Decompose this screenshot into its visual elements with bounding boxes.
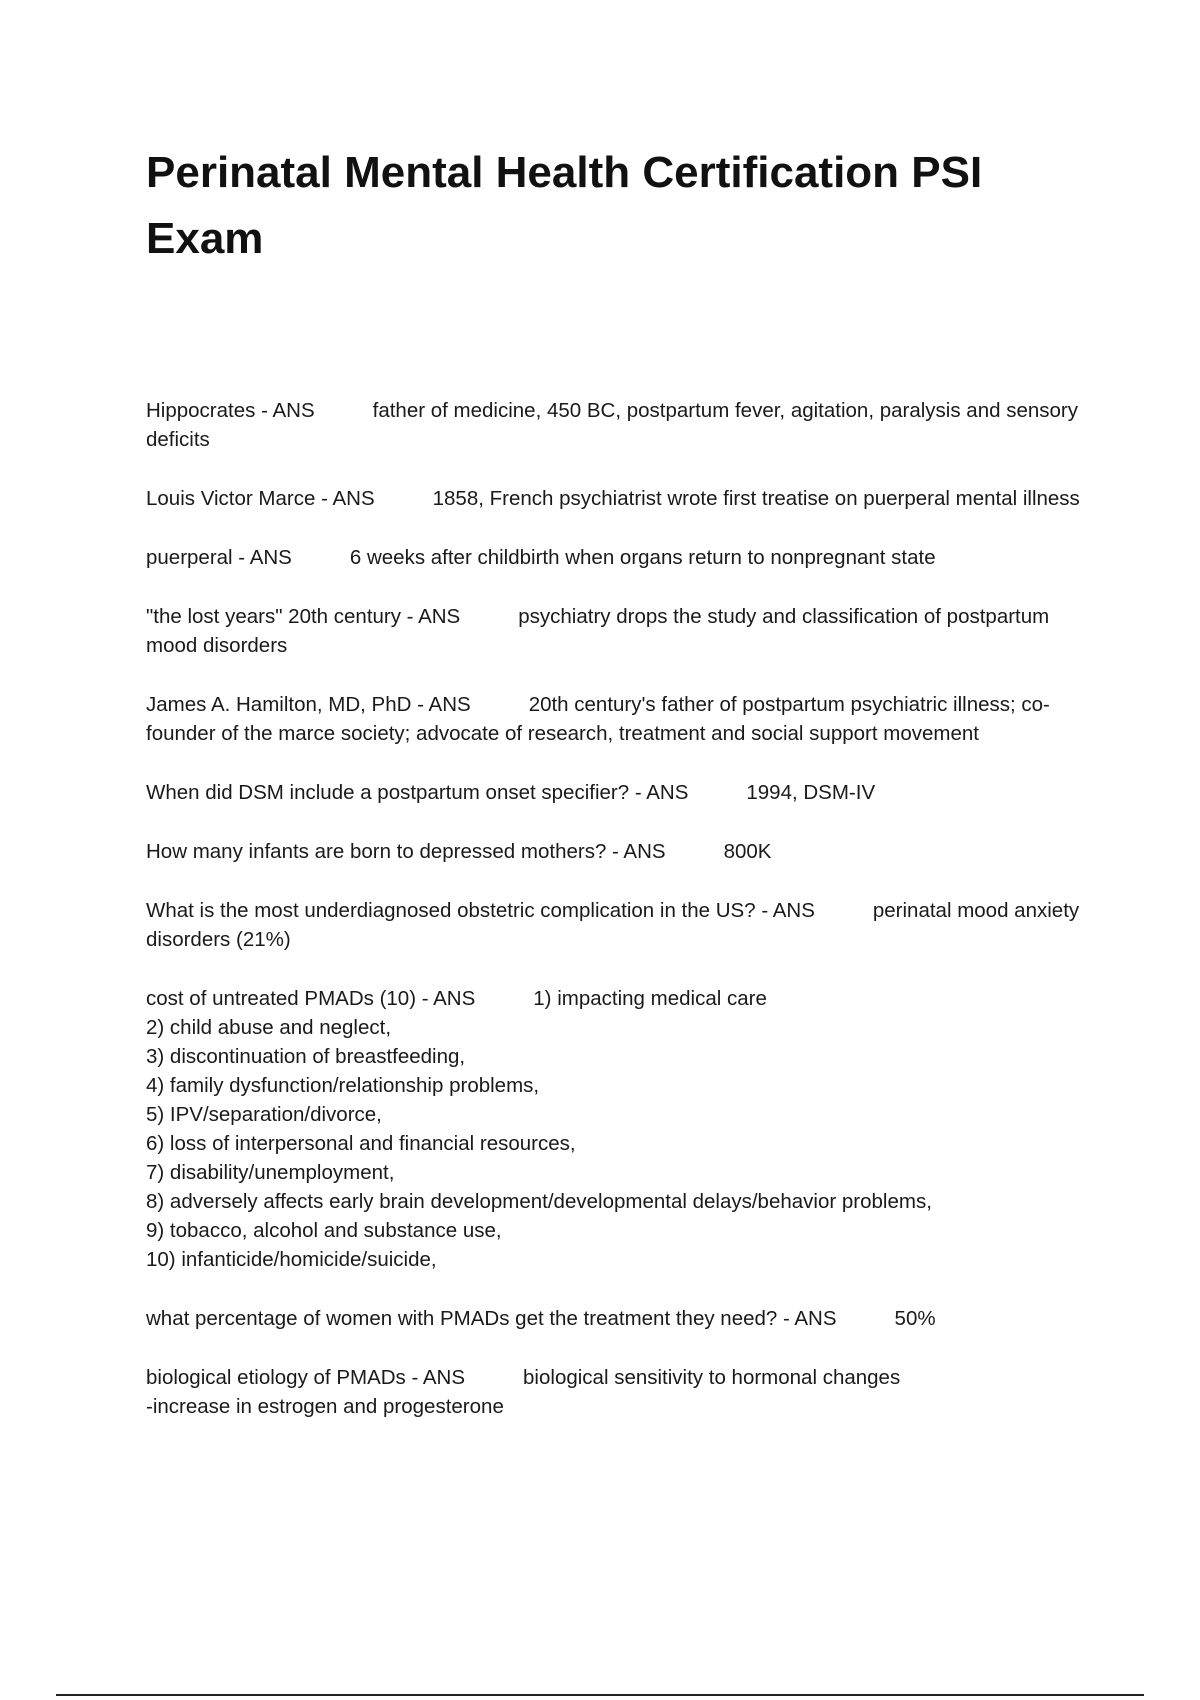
- question: what percentage of women with PMADs get the treatment they need? - ANS: [146, 1307, 837, 1330]
- question: puerperal - ANS: [146, 546, 292, 569]
- answer: psychiatry drops the study and classification of postpartum mood disorders: [146, 605, 1050, 657]
- question: How many infants are born to depressed mothers? - ANS: [146, 840, 666, 863]
- answer: 50%: [894, 1307, 936, 1330]
- qa-entry: [146, 896, 1096, 954]
- question: Louis Victor Marce - ANS: [146, 487, 375, 510]
- answer: father of medicine, 450 BC, postpartum fever, agitation, paralysis and sensory deficits: [146, 399, 1078, 451]
- page-divider: [56, 1694, 1144, 1696]
- answer: 6 weeks after childbirth when organs return to nonpregnant state: [349, 546, 936, 569]
- qa-entry: [146, 602, 1096, 660]
- qa-entry: [146, 1363, 1096, 1421]
- page-title: Perinatal Mental Health Certification PSI Exam: [146, 148, 983, 263]
- answer-line: 7) disability/unemployment,: [146, 1161, 395, 1184]
- answer: biological sensitivity to hormonal changes: [523, 1366, 901, 1389]
- answer: 1994, DSM-IV: [746, 781, 876, 804]
- answer-line: 8) adversely affects early brain development/developmental delays/behavior problems,: [146, 1190, 932, 1213]
- qa-entry: [146, 1304, 1096, 1333]
- question: What is the most underdiagnosed obstetric complication in the US? - ANS: [146, 899, 815, 922]
- question: biological etiology of PMADs - ANS: [146, 1366, 466, 1389]
- answer-line: 10) infanticide/homicide/suicide,: [146, 1248, 437, 1271]
- answer: 800K: [723, 840, 772, 863]
- answer-line: 5) IPV/separation/divorce,: [146, 1103, 382, 1126]
- qa-entry: [146, 778, 1096, 807]
- answer-line: -increase in estrogen and progesterone: [146, 1395, 504, 1418]
- answer: 1858, French psychiatrist wrote first treatise on puerperal mental illness: [432, 487, 1080, 510]
- answer-line: 2) child abuse and neglect,: [146, 1016, 392, 1039]
- question: "the lost years" 20th century - ANS: [146, 605, 461, 628]
- qa-entry: [146, 837, 1096, 866]
- question: When did DSM include a postpartum onset specifier? - ANS: [146, 781, 689, 804]
- qa-entry: [146, 543, 1096, 572]
- qa-entry: [146, 396, 1096, 454]
- question: Hippocrates - ANS: [146, 399, 315, 422]
- qa-entry: [146, 484, 1096, 513]
- answer-line: 9) tobacco, alcohol and substance use,: [146, 1219, 502, 1242]
- qa-entry: [146, 984, 1096, 1274]
- answer-line: 3) discontinuation of breastfeeding,: [146, 1045, 466, 1068]
- answer: 1) impacting medical care: [533, 987, 767, 1010]
- answer: perinatal mood anxiety disorders (21%): [146, 899, 1080, 951]
- answer: 20th century's father of postpartum psychiatric illness; co-founder of the marce society; advocate of research, treatment and social support movement: [146, 693, 1050, 745]
- qa-entry: [146, 690, 1096, 748]
- question: James A. Hamilton, MD, PhD - ANS: [146, 693, 471, 716]
- answer-line: 6) loss of interpersonal and financial resources,: [146, 1132, 576, 1155]
- answer-line: 4) family dysfunction/relationship problems,: [146, 1074, 540, 1097]
- flashcard-list: [146, 396, 1096, 1451]
- question: cost of untreated PMADs (10) - ANS: [146, 987, 476, 1010]
